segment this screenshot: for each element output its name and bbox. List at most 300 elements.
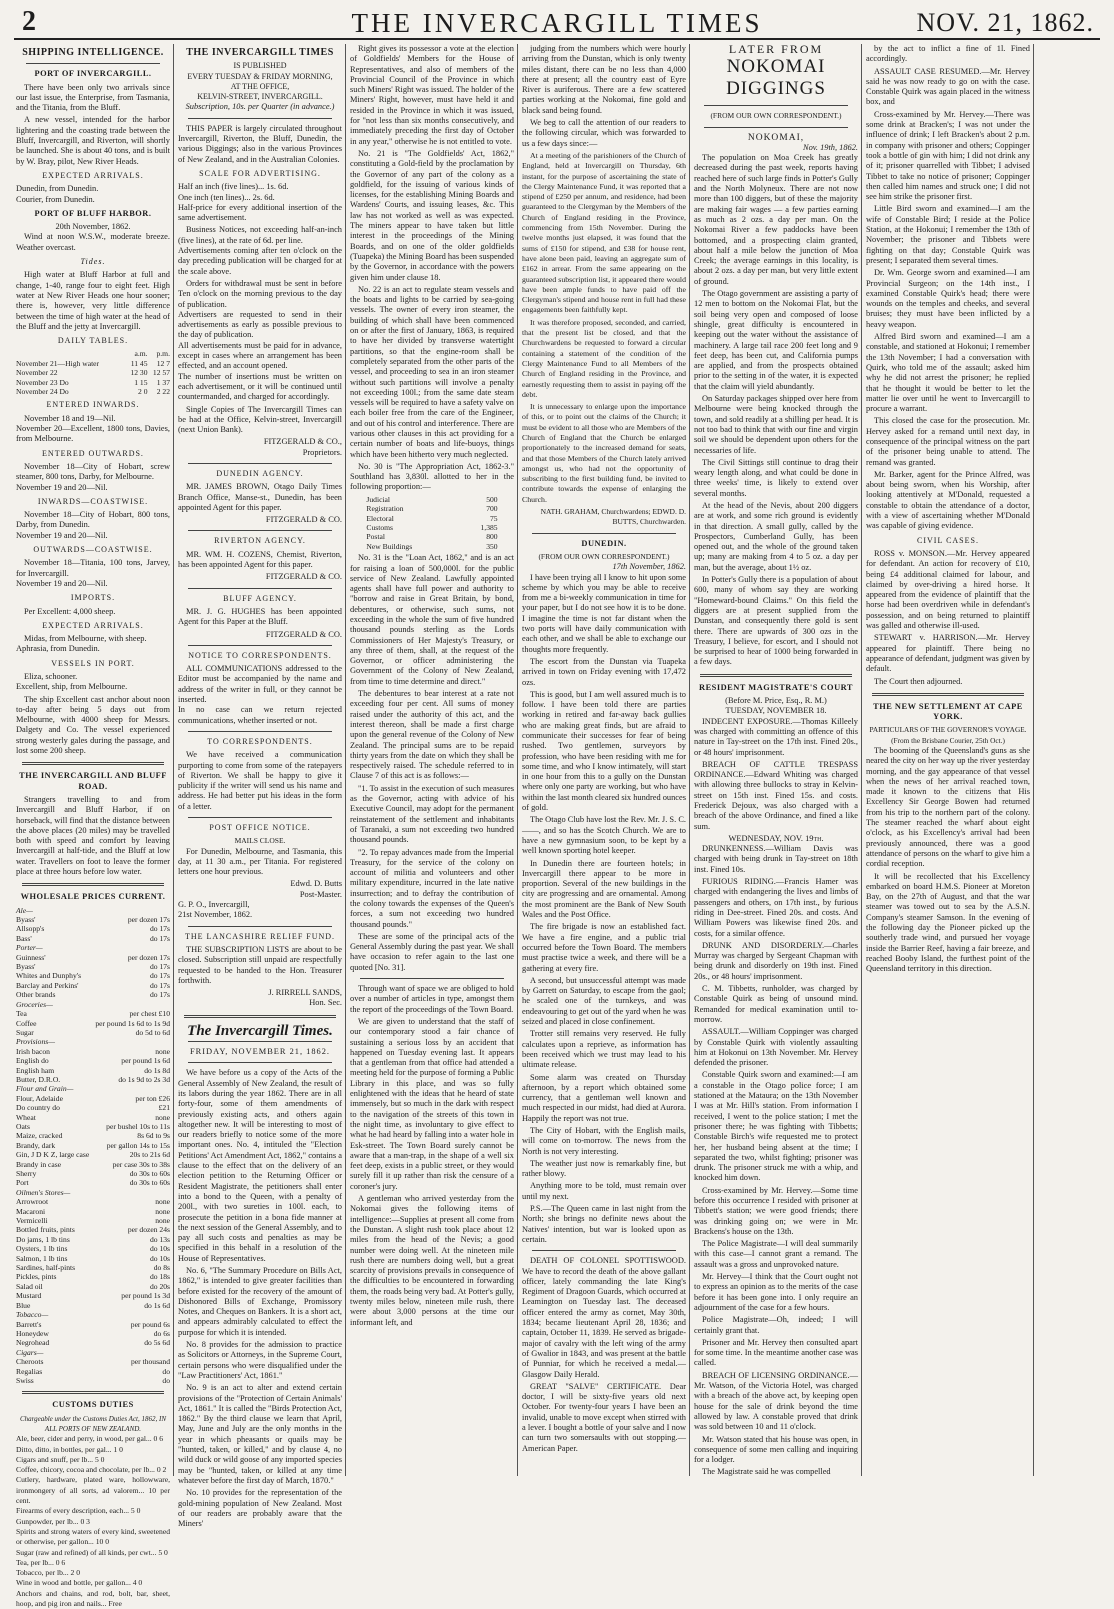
price-row xyxy=(16,943,170,952)
price-value: 8s 6d to 9s xyxy=(137,1131,170,1141)
customs-subtitle: Chargeable under the Customs Duties Act, 1862, IN ALL PORTS OF NEW ZEALAND. xyxy=(19,1414,167,1433)
paragraph: STEWART v. HARRISON.—Mr. Hervey appeared for plaintiff. There being no appearance of defendant, judgment was given by default. xyxy=(866,633,1030,674)
subsection-title: CUSTOMS DUTIES xyxy=(52,1400,134,1410)
price-item: Coffee xyxy=(16,1018,37,1028)
paragraph: The Civil Sittings still continue to drag their weary length along, and what could be done in three weeks' time, is likely to extend over several months. xyxy=(694,457,858,498)
subsection-title: IMPORTS. xyxy=(70,593,116,603)
price-row xyxy=(16,1188,170,1197)
paragraph: Dear doctor, I will be sixty-five years old next October. For twenty-four years I have been an invalid, unable to move except when stirred with a lever. I bought a bottle of your salve and I now can turn two somersaults with out stopping.—American Paper. xyxy=(522,1381,686,1453)
price-row xyxy=(16,1103,170,1112)
paragraph: The Court then adjourned. xyxy=(874,676,963,686)
table-row: November 22 12 30 12 57 xyxy=(16,368,170,378)
subsection-title: EXPECTED ARRIVALS. xyxy=(42,170,144,180)
price-item: Swiss xyxy=(16,1375,34,1385)
price-item: Maize, cracked xyxy=(16,1131,63,1141)
price-row xyxy=(16,1263,170,1272)
subsection-title: ENTERED OUTWARDS. xyxy=(42,448,144,458)
paragraph: Mr. Watson stated that his house was open, in consequence of some men calling and inquiring for a lodger. xyxy=(694,1434,858,1465)
price-row xyxy=(16,1122,170,1131)
paragraph: "1. To assist in the execution of such measures as the Governor, acting with advice of his Executive Council, may adopt for the permanent reinstatement of the settlement and inhabitants of Taranaki, a sum not exceeding two hundred thousand pounds. xyxy=(350,783,514,845)
paragraph: A gentleman who arrived yesterday from the Nokomai gives the following items of intelligence:—Supplies at present all come from the Dunstan. A slight rush took place about 12 miles from the head of the Nevis; a good number were doing well. At the nineteen mile rush there are numbers doing well, but a great scarcity of provisions prevails in consequence of the difficulties to be encountered in forwarding them, the roads being very bad. At Potter's gully, twenty miles below, nineteen mile rush, there were about 3,000 persons at the time our informant left, and xyxy=(350,1194,514,1327)
price-row xyxy=(16,1329,170,1338)
price-row xyxy=(16,1009,170,1018)
price-row xyxy=(16,1235,170,1244)
paragraph: The debentures to bear interest at a rate not exceeding four per cent. All sums of money raised under the authority of this act, and the interest thereon, shall be made a first charge upon the general revenue of the Colony of New Zealand. The principal sums are to be repaid thirty years from the date on which they shall be respectively raised. The schedule referred to in Clause 7 of this act is as follows:— xyxy=(350,689,514,781)
price-row xyxy=(16,1169,170,1178)
paragraph: The population on Moa Creek has greatly decreased during the past week, reports having reached here of such large finds in Potter's Gully and the North Molyneux. There are not now more than 100 diggers, but of these the majority are making fair wages — a few parties earning as much as 2 ozs. a day per man. On the Nokomai River a few paddocks have been bottomed, and a prospecting claim granted, about half a mile below the junction of Moa Creek; the average earnings in this locality, is about 2 ozs. a day per man, but very little extent of ground. xyxy=(694,153,858,286)
price-value: per dozen 17s xyxy=(127,915,170,925)
price-row xyxy=(16,934,170,943)
column-4 xyxy=(522,44,686,1476)
subsection-title: THE NEW SETTLEMENT AT CAPE YORK. xyxy=(873,701,1023,722)
paragraph: At a meeting of the parishioners of the Church of England, held at Invercargill on Thursday, 6th instant, for the purpose of ascertaining the state of the Clergy Maintenance Fund, it was reported that a stipend of £250 per annum, and residence, had been guaranteed to the Clergyman by the Members of the Church of England residing in the Province, commencing from 15th November. During the twelve months just elapsed, it was found that the sums of £150 for stipend, and £38 for house rent, have alone been paid, leaving an aggregate sum of £162 in arrear. From the same appearing on the guaranteed subscription list, it appeared there would have been ample funds to have paid off the Clergyman's stipend and house rent in full had these engagements been faithfully kept. xyxy=(522,150,686,315)
price-row xyxy=(16,1047,170,1056)
price-item: Cheroots xyxy=(16,1357,44,1367)
price-value xyxy=(92,943,170,952)
subsection-title: CIVIL CASES. xyxy=(917,535,979,545)
price-item: Arrowroot xyxy=(16,1197,49,1207)
paragraph: Eliza, schooner. Excellent, ship, from Melbourne. xyxy=(16,671,128,692)
paragraph: Anything more to be told, must remain over until my next. xyxy=(522,1181,686,1201)
price-value: do 8s xyxy=(153,1263,170,1273)
table-row: November 24 Do 2 0 2 22 xyxy=(16,387,170,397)
price-item: Butter, D.R.O. xyxy=(16,1074,61,1084)
column-3 xyxy=(350,44,514,1476)
price-value: do 1s 6d xyxy=(144,1300,170,1310)
editorial-masthead: The Invercargill Times. xyxy=(187,1022,333,1039)
price-value: do 30s to 60s xyxy=(129,1178,170,1188)
subsection-title: POST OFFICE NOTICE. xyxy=(209,823,311,832)
column-rule xyxy=(517,44,518,1476)
paragraph: We have to record the death of the above gallant officer, lately commanding the late King's Regiment of Dragoon Guards, which occurred at Leamington on Tuesday last. The deceased officer entered the army as cornet, May 30th, 1834; became lieutenant April 28, 1836; and captain, October 11, 1839. He served as brigade-major of cavalry with the left wing of the army of Gwalior in 1843, and was present at the battle of Punniar, for which he received a medal.—Glasgow Daily Herald. xyxy=(522,1266,686,1379)
price-item: Do country do xyxy=(16,1103,60,1113)
subscription-price: Subscription, 10s. per Quarter (in advance.) xyxy=(185,102,335,112)
price-row xyxy=(16,1282,170,1291)
paragraph: Little Bird sworn and examined—I am the wife of Constable Bird; I reside at the Police Station, at the Hokonui; I remember the 13th of November; the prisoner and Tibbets were fighting on that day; Constable Quirk was present; I separated them several times. xyxy=(866,204,1030,265)
price-row xyxy=(16,1019,170,1028)
date-line: 17th November, 1862. xyxy=(612,562,686,572)
price-value xyxy=(92,906,170,915)
paragraph: ROSS v. MONSON.—Mr. Hervey appeared for defendant. An action for recovery of £10, being £4 additional claimed for labour, and claimed by over-driving a hired horse. It appeared from the evidence of plaintiff that the horse had been overdriven while in defendant's possession, and on being returned to plaintiff was galled and otherwise ill-used. xyxy=(866,548,1030,631)
price-item: Guinness' xyxy=(16,952,46,962)
paragraph: The City of Hobart, with the English mails, will come on to-morrow. The news from the North is not very interesting. xyxy=(522,1125,686,1156)
signature: NATH. GRAHAM, Churchwardens; EDWD. D. BUTTS, Churchwarden. xyxy=(540,507,686,527)
price-item: Sherry xyxy=(16,1169,37,1178)
paragraph: ALL COMMUNICATIONS addressed to the Editor must be accompanied by the name and address of the writer in full, or they cannot be inserted. In no case can we return rejected communications, whether inserted or not. xyxy=(178,664,342,725)
price-item: Sardines, half-pints xyxy=(16,1263,76,1273)
date-line: TUESDAY, NOVEMBER 18. xyxy=(725,706,827,716)
price-item: Salmon, 1 lb tins xyxy=(16,1253,68,1263)
price-value: do 5s 6d xyxy=(144,1338,170,1348)
paragraph: "2. To repay advances made from the Imperial Treasury, for the service of the colony on account of militia and volunteers and other military expenditure, incurred in the late native insurrection; and to defray the contribution of the colony towards the expenses of the Queen's forces, a sum not exceeding two hundred thousand pounds." xyxy=(350,847,514,929)
column-2 xyxy=(178,44,342,1529)
price-value: do 20s xyxy=(149,1281,170,1291)
paragraph: The Otago government are assisting a party of 12 men to bottom on the Nokomai Flat, but the soil being very open and composed of loose shingle, great difficulty is encountered in keeping out the water without the assistance of machinery. A large tail race 200 feet long and 9 feet deep, has been cut, and California pumps are applied, and from the prospects obtained prior to the setting in of the water, it is expected that the claim will yield abundantly. xyxy=(694,289,858,391)
price-value: per pound 1s 3d xyxy=(121,1291,170,1301)
price-value: do 5d to 6d xyxy=(135,1027,170,1037)
price-item: Tea xyxy=(16,1009,27,1019)
date-line: 20th November, 1862. xyxy=(55,222,131,232)
price-row xyxy=(16,1150,170,1159)
price-row xyxy=(16,1000,170,1009)
paragraph: No. 21 is "The Goldfields' Act, 1862," constituting a Gold-field by the proclamation by the Governor of any part of the colony as a goldfield, for the issuing of various kinds of licenses, for the establishing Mining Boards and Wardens' Courts, and issuing leases, &c. This law has not worked as well as was expected. The miners appear to have taken but little interest in the proceedings of the Mining Boards, and on one of the older goldfields (Tuapeka) the Mining Board has been suspended by the Governor, in accordance with the powers given him under clause 18. xyxy=(350,148,514,282)
price-item: Honeydew xyxy=(16,1328,49,1338)
tide-table: a.m. p.m. November 21—High water 11 45 12 7 November 22 12 30 12 57 November 23 Do 1 15 1 37 November 24 Do 2 0 2 22 xyxy=(16,349,170,397)
article-headline: NOKOMAI DIGGINGS xyxy=(726,56,826,100)
price-item: Brandy, dark xyxy=(16,1140,56,1150)
price-value: do 17s xyxy=(149,980,170,990)
subsection-title: DUNEDIN AGENCY. xyxy=(216,468,304,478)
table-row: Electoral 75 xyxy=(366,513,498,523)
price-value: do 17s xyxy=(149,971,170,981)
paragraph: Trotter still remains very reserved. He fully calculates upon a reprieve, as information has been received which we trust may lead to his ultimate release. xyxy=(522,1029,686,1070)
price-value: none xyxy=(155,1046,170,1056)
paragraph: November 18—City of Hobart, screw steamer, 800 tons, Darby, for Melbourne. November 19 and 20—Nil. xyxy=(16,461,170,492)
post-subtitle: MAILS CLOSE. xyxy=(234,836,286,846)
price-row xyxy=(16,915,170,924)
price-row xyxy=(16,1207,170,1216)
table-row: New Buildings 350 xyxy=(366,541,498,551)
price-item: Groceries— xyxy=(16,999,53,1009)
price-item: Port xyxy=(16,1178,29,1188)
price-item: Oysters, 1 lb tins xyxy=(16,1244,68,1254)
masthead: THE INVERCARGILL TIMES xyxy=(351,8,763,38)
column-rule xyxy=(345,44,346,1476)
price-row xyxy=(16,1376,170,1385)
price-item: Byass' xyxy=(16,915,36,925)
table-row: Customs 1,385 xyxy=(366,522,498,532)
page-number: 2 xyxy=(22,6,36,37)
paragraph: Right gives its possessor a vote at the election of Goldfields' Members for the House of Representatives, and also of members of the Provincial Council of the Province in which such Miners' Right was issued. The holder of the Miners' Right, however, must have held it and resided in the Province in which it was issued, for "not less than six months consecutively, and immediately preceding the first day of October in any year," otherwise he is not entitled to vote. xyxy=(350,44,514,146)
paragraph: No. 31 is the "Loan Act, 1862," and is an act for raising a loan of 500,000l. for the public service of New Zealand. Lawfully appointed agents shall have full power and authority to "borrow and raise in Great Britain, by bond, debentures, or otherwise, such sums, not exceeding in the whole the sum of five hundred thousand pounds sterling as the Lords Commissioners of Her Majesty's Treasury, or any three of them, shall, at the request of the Governor, or officer administering the Government of the Colony of New Zealand, from time to time determine and direct." xyxy=(350,553,514,686)
subsection-title: RIVERTON AGENCY. xyxy=(214,536,306,546)
column-7-cropped xyxy=(1038,44,1110,1476)
price-row xyxy=(16,1348,170,1357)
signature: FITZGERALD & CO., Proprietors. xyxy=(263,437,342,457)
price-row xyxy=(16,1113,170,1122)
paragraph: It is unnecessary to enlarge upon the importance of this, or to point out the claims of the Church; it must be evident to all those who are Members of the Church of England that the Church be enlarged proportionately to the increased demand for seats, and that those Members of the Church lately arrived amongst us, who had not the opportunity of subscribing to the first building fund, be invited to contribute towards the expense of enlarging the Church. xyxy=(522,402,686,504)
paragraph: P.S.—The Queen came in last night from the North; she brings no definite news about the Natives' intention, but war is looked upon as certain. xyxy=(522,1204,686,1244)
price-item: Bass' xyxy=(16,933,32,943)
paragraph: INDECENT EXPOSURE.—Thomas Killeely was charged with committing an offence of this nature in Tay-street on the 17th inst. Fined 20s., or 48 hours' imprisonment. xyxy=(694,716,858,757)
price-row xyxy=(16,990,170,999)
subsection-title: VESSELS IN PORT. xyxy=(51,658,135,668)
paragraph: Through want of space we are obliged to hold over a number of articles in type, amongst them the report of the proceedings of the Town Board. xyxy=(350,984,514,1014)
price-item: Barrett's xyxy=(16,1319,42,1329)
price-value: do 1s 9d to 2s 3d xyxy=(118,1074,170,1084)
paragraph: A second, but unsuccessful attempt was made by Garrett on Saturday, to escape from the gaol; he scaled one of the turnkeys, and was endeavouring to get out of the yard when he was seized and placed in close confinement. xyxy=(522,975,686,1027)
price-row xyxy=(16,1075,170,1084)
column-6 xyxy=(866,44,1030,1476)
price-item: Sugar xyxy=(16,1027,34,1037)
paragraph: by the act to inflict a fine of 1l. Fined accordingly. xyxy=(866,44,1030,64)
publisher-title: THE INVERCARGILL TIMES xyxy=(186,47,334,58)
subsection-subtitle: (Before M. Price, Esq., R. M.) xyxy=(725,696,827,706)
price-row xyxy=(16,981,170,990)
table-row: Registration 700 xyxy=(366,504,498,514)
paragraph: The booming of the Queensland's guns as she neared the city on her way up the river yesterday morning, and the gay appearance of that vessel when the news of her arrival reached town, made it known to the citizens that His Excellency Sir George Bowen had returned from his trip to the northern part of the colony. The steamer reached the wharf about eight o'clock, as his Excellency's arrival had been previously announced, there was a good attendance of persons on the wharf to give him a cordial reception. xyxy=(866,746,1030,869)
price-item: English do xyxy=(16,1056,49,1066)
paragraph: Police Magistrate—Oh, indeed; I will certainly grant that. xyxy=(694,1315,858,1335)
paragraph: Single Copies of The Invercargill Times can be had at the Office, Kelvin-street, Invercargill (next Union Bank). xyxy=(178,404,342,435)
price-value: per chest £10 xyxy=(129,1009,170,1019)
price-item: Regalias xyxy=(16,1366,43,1376)
price-item: Blue xyxy=(16,1300,31,1310)
subsection-title: INWARDS—COASTWISE. xyxy=(37,496,149,506)
price-item: Mustard xyxy=(16,1291,42,1301)
paragraph: The escort from the Dunstan via Tuapeka arrived in town on Friday evening with 17,472 ozs. xyxy=(522,656,686,687)
price-row xyxy=(16,1197,170,1206)
price-row xyxy=(16,1254,170,1263)
paragraph: The weather just now is remarkably fine, but rather blowy. xyxy=(522,1158,686,1179)
subsection-title: THE LANCASHIRE RELIEF FUND. xyxy=(184,931,336,941)
subsection-subtitle: PARTICULARS OF THE GOVERNOR'S VOYAGE. (From the Brisbane Courier, 25th Oct.) xyxy=(869,725,1027,745)
price-item: Negrohead xyxy=(16,1338,50,1348)
paragraph: These are some of the principal acts of the General Assembly during the past year. We shall have occasion to refer again to the last one quoted [No. 31]. xyxy=(350,931,514,972)
subsection-title: RESIDENT MAGISTRATE'S COURT xyxy=(699,682,853,692)
price-value: none xyxy=(155,1197,170,1207)
article-title: DEATH OF COLONEL SPOTTISWOOD. xyxy=(530,1256,686,1266)
paragraph: ASSAULT.—William Coppinger was charged by Constable Quirk with violently assaulting him at Hokonui on 13th November. Mr. Hervey defended the prisoner. xyxy=(694,1027,858,1068)
price-item: Other brands xyxy=(16,990,56,1000)
price-value: do 30s to 60s xyxy=(129,1169,170,1178)
subsection-title: WHOLESALE PRICES CURRENT. xyxy=(20,892,166,902)
price-row xyxy=(16,1028,170,1037)
price-item: Whites and Dunphy's xyxy=(16,971,82,981)
price-row xyxy=(16,1367,170,1376)
paragraph: BREACH OF CATTLE TRESPASS ORDINANCE.—Edward Whiting was charged with allowing three bullocks to stray in Kelvin-street on 15th inst. Fined 15s. and costs. Frederick Dejoux, was also charged with a breach of the above Ordinance, and fined a like sum. xyxy=(694,759,858,831)
price-value: £21 xyxy=(158,1103,170,1113)
paragraph: It was therefore proposed, seconded, and carried, that the present list be closed, and that the Churchwardens be requested to forward a circular containing a statement of the condition of the Clergy Maintenance Fund to all Members of the Church of England residing in the Province, and earnestly requesting them to assist in paying off the debt. xyxy=(522,317,686,399)
price-item: Irish bacon xyxy=(16,1046,50,1056)
paragraph: THIS PAPER is largely circulated throughout Invercargill, Riverton, the Bluff, Dunedin, the various Diggings; also in the various Provinces of New Zealand, and in the Australian Colonies. xyxy=(178,123,342,164)
price-value: 20s to 21s 6d xyxy=(129,1150,170,1160)
subsection-title: BLUFF AGENCY. xyxy=(223,593,297,603)
price-row xyxy=(16,953,170,962)
paragraph: November 18—Titania, 100 tons, Jarvey, for Invercargill. November 19 and 20—Nil. xyxy=(16,558,170,588)
paragraph: Some alarm was created on Thursday afternoon, by a report which obtained some currency, that a gentleman well known and much respected in our midst, had died at Aurora. Happily the report was not true. xyxy=(522,1072,686,1123)
paragraph: High water at Bluff Harbor at full and change, 1-40, range four to eight feet. High water at New River Heads one hour sooner; there is, however, very little difference between the time of high water at the head of the Bluff and the jetty at Invercargill. xyxy=(16,270,170,331)
paragraph: We have received a communication purporting to come from some of the ratepayers of Riverton. We shall be happy to give it publicity if the writer will send us his name and address. He had better put his ideas in the form of a letter. xyxy=(178,750,342,811)
publisher-info: IS PUBLISHED EVERY TUESDAY & FRIDAY MORNING, AT THE OFFICE, KELVIN-STREET, INVERCARGILL. xyxy=(187,61,333,102)
price-row xyxy=(16,1225,170,1234)
paragraph: The Magistrate said he was compelled xyxy=(702,1467,831,1477)
price-value: do 10s xyxy=(149,1253,170,1263)
section-title: SHIPPING INTELLIGENCE. xyxy=(22,47,164,58)
price-item: Flour and Grain— xyxy=(16,1084,74,1094)
price-value: do 6s xyxy=(153,1328,170,1338)
column-1 xyxy=(16,44,170,1608)
price-value: do 17s xyxy=(149,990,170,1000)
paragraph: C. M. Tibbetts, runholder, was charged by Constable Quirk as being of unsound mind. Remanded for medical examination until to-morrow. xyxy=(694,984,858,1024)
date-line: Nov. 19th, 1862. xyxy=(803,142,858,152)
subsection-title: TO CORRESPONDENTS. xyxy=(207,736,313,746)
paragraph: THE SUBSCRIPTION LISTS are about to be closed. Subscription still unpaid are respectfully requested to be handed to the Hon. Treasurer forthwith. xyxy=(178,944,342,985)
paragraph: On Saturday packages shipped over here from Melbourne were being knocked through the town, and sold readily at a shilling per head. It is not too bad to think that with our fine and virgin soil we should be dependent upon others for the necessaries of life. xyxy=(694,394,858,455)
paragraph: Cross-examined by Mr. Hervey.—There was some drink at Bracken's; I was not under the influence of drink; I left Bracken's about 2 p.m. in company with prisoner and others; Coppinger took a bottle of gin with him; I did not drink any of it; prisoner quarrelled with Tibbet; I advised Tibbet to take no notice of prisoner; Coppinger then called him names and struck one; I did not see him strike the prisoner first. xyxy=(866,109,1030,202)
price-row xyxy=(16,962,170,971)
paragraph: Ale, beer, cider and perry, in wood, per gal... 0 6 Ditto, ditto, in bottles, per gal... 1 0 Cigars and snuff, per lb... 5 0 Coffee, chicory, cocoa and chocolate, per lb... 0 2 Cutlery, hardware, plated ware, hollowware, ironmongery of all sorts, ad valorem... 10 per cent. Firearms of every description, each... 5 0 Gunpowder, per lb... 0 3 Spirits and strong waters of every kind, sweetened or otherwise, per gallon... 10 0 Sugar (raw and refined) of all kinds, per cwt... 5 0 Tea, per lb... 0 6 Tobacco, per lb... 2 0 Wine in wood and bottle, per gallon... 4 0 Anchors and chains, and rod, bolt, bar, sheet, hoop, and pig iron and nails... Free xyxy=(16,1434,170,1608)
paragraph: Orders for withdrawal must be sent in before Ten o'clock on the morning previous to the day of publication. Advertisers are requested to send in their advertisements as early as possible previous to the day of publication. All advertisements must be paid for in advance, except in cases where an arrangement has been effected, and an account opened. The number of insertions must be written on each advertisement, or it will be continued until countermanded, and charged for accordingly. xyxy=(178,278,342,402)
paragraph: FURIOUS RIDING.—Francis Hamer was charged with endangering the lives and limbs of passengers and others, on 17th inst., by furious riding in Dee-street. Fined 20s. and costs. And William Powers was likewise fined 20s. and costs, for a similar offence. xyxy=(694,877,858,938)
paragraph: In Potter's Gully there is a population of about 600, many of whom say they are working "Homeward-bound Claims." On this field the diggers are at present supplied from the Dunstan, and consequently there gold is sent there. There are upwards of 300 ozs in the Treasury, I believe, for escort, and I should not be surprised to hear of 1000 being forwarded in a few days. xyxy=(694,575,858,667)
price-value: per case 30s to 38s xyxy=(112,1159,170,1169)
price-value: per thousand xyxy=(130,1357,170,1367)
price-value: none xyxy=(155,1112,170,1122)
subsection-title: EXPECTED ARRIVALS. xyxy=(42,620,144,630)
price-row xyxy=(16,1131,170,1140)
price-item: Tobacco— xyxy=(16,1310,49,1320)
price-item: Gin, J D K Z, large case xyxy=(16,1150,90,1160)
price-item: English ham xyxy=(16,1065,55,1075)
price-value: do 17s xyxy=(149,962,170,972)
column-rule xyxy=(173,44,174,1476)
price-row xyxy=(16,971,170,980)
price-value xyxy=(92,1348,170,1357)
editorial-date: FRIDAY, NOVEMBER 21, 1862. xyxy=(189,1047,330,1057)
table-row: November 23 Do 1 15 1 37 xyxy=(16,377,170,387)
appropriation-table xyxy=(366,495,497,551)
paragraph: This closed the case for the prosecution. Mr. Hervey asked for a remand until next day, in consequence of the principal witness on the part of the prisoner being unable to attend. The remand was granted. xyxy=(866,416,1030,467)
paragraph: ASSAULT CASE RESUMED.—Mr. Hervey said he was now ready to go on with the case. Constable Quirk was again placed in the witness box, and xyxy=(866,66,1030,107)
price-item: Porter— xyxy=(16,943,43,953)
price-value xyxy=(92,1188,170,1197)
subsection-title: NOTICE TO CORRESPONDENTS. xyxy=(188,650,332,660)
signature: FITZGERALD & CO. xyxy=(265,629,342,639)
price-row xyxy=(16,1178,170,1187)
price-value: none xyxy=(155,1216,170,1226)
paragraph: A new vessel, intended for the harbor lightering and the coasting trade between the Bluff, Invercargill, and Riverton, will shortly be launched. She is about 40 tons, and is built by W. Bray, pilot, New River Heads. xyxy=(16,115,170,166)
price-item: Oats xyxy=(16,1121,30,1131)
table-row: November 21—High water 11 45 12 7 xyxy=(16,358,170,368)
price-item: Cigars— xyxy=(16,1347,44,1357)
paragraph: Mr. Barker, agent for the Prince Alfred, was about being sworn, when his Worship, after looking attentively at M'Donald, requested a constable to obtain the attendance of a doctor, with a view of ascertaining whether M'Donald was capable of giving evidence. xyxy=(866,469,1030,531)
price-row xyxy=(16,1338,170,1347)
price-value: per bushel 10s to 11s xyxy=(106,1121,170,1131)
paragraph: No. 30 is "The Appropriation Act, 1862-3." Southland has 3,830l. allotted to her in the following proportion:— xyxy=(350,461,514,492)
subsection-subtitle: (FROM OUR OWN CORRESPONDENT.) xyxy=(538,551,670,561)
table-row: Judicial 500 xyxy=(366,494,498,504)
paragraph: judging from the numbers which were hourly arriving from the Dunstan, which is only twenty miles distant, there can be no less than 4,000 there at present; all the country east of Eyre River is auriferous. There are a few scattered parties working at the Nokomai, fine gold and black sand being found. xyxy=(522,44,686,115)
price-value: per pound 1s 6d to 1s 9d xyxy=(95,1018,170,1028)
price-item: Salad oil xyxy=(16,1281,43,1291)
subsection-title: THE INVERCARGILL AND BLUFF ROAD. xyxy=(19,771,167,791)
price-value: none xyxy=(155,1206,170,1216)
paragraph: Midas, from Melbourne, with sheep. Aphrasia, from Dunedin. xyxy=(16,634,147,654)
paragraph: In Dunedin there are fourteen hotels; in Invercargill there appear to be more in proportion. Several of the new buildings in the city are progressing and are ornamental. Among the most prominent are the Bank of New South Wales and the Post Office. xyxy=(522,858,686,920)
signature: Edwd. D. Butts Post-Master. xyxy=(290,879,342,899)
price-value xyxy=(92,1000,170,1009)
price-row xyxy=(16,1160,170,1169)
signature: J. RIRRELL SANDS, Hon. Sec. xyxy=(268,988,342,1008)
price-row xyxy=(16,1037,170,1046)
paragraph: No. 10 provides for the representation of the gold-mining population of New Zealand. Most of our readers are probably aware that the Miners' xyxy=(178,1488,342,1529)
subsection-title: PORT OF BLUFF HARBOR. xyxy=(34,208,152,218)
paragraph: For Dunedin, Melbourne, and Tasmania, this day, at 11 30 a.m., per Titania. For registered letters one hour previous. xyxy=(178,846,342,877)
price-row xyxy=(16,1066,170,1075)
paragraph: Per Excellent: 4,000 sheep. xyxy=(24,606,116,616)
price-value: per ton £26 xyxy=(135,1093,170,1103)
paragraph: Mr. Hervey—I think that the Court ought not to express an opinion as to the merits of the case before it has been gone into. I only require an adjournment of the case for a few hours. xyxy=(694,1272,858,1312)
price-value: do 10s xyxy=(149,1244,170,1254)
subsection-title: PORT OF INVERCARGILL. xyxy=(34,69,152,79)
paragraph: No. 8 provides for the admission to practice as Solicitors or Attorneys, in the Supreme Court, certain persons who were disqualified under the "Law Practitioners' Act, 1861." xyxy=(178,1340,342,1380)
paragraph: No. 22 is an act to regulate steam vessels and the boats and lights to be carried by sea-going vessels. The owner of every iron steamer, the building of which shall have been commenced on or after the first of January, 1863, is required to have her divided by transverse watertight partitions, so that the engine-room shall be completely separated from the other parts of the vessel, and proceeding to sea in an iron steamer without such partitions will involve a penalty not exceeding 100l.; from the same date steam vessels will be required to have a safety valve on each boiler free from the care of the Engineer, and out of his control and interference. There are various other clauses in this act providing for a certain number of boats and life-buoys, things which have been hitherto very much neglected. xyxy=(350,284,514,459)
paragraph: No. 9 is an act to alter and extend certain provisions of the "Protection of Certain Animals' Act, 1861." It is called the "Birds Protection Act, 1862." By the third clause we learn that April, May, June and July are the only months in the year in which pheasants or quails may be "hunted, taken, or killed," and by clause 4, no wild duck or wild goose of any imported species may be "hunted, taken, or killed at any time whatever before the first day of March, 1870." xyxy=(178,1383,342,1485)
subsection-subtitle: (FROM OUR OWN CORRESPONDENT.) xyxy=(710,111,842,121)
paragraph: Half an inch (five lines)... 1s. 6d. One inch (ten lines)... 2s. 6d. Half-price for every additional insertion of the same advertisement. xyxy=(178,182,342,223)
subsection-title: SCALE FOR ADVERTISING. xyxy=(199,168,321,178)
price-row xyxy=(16,1244,170,1253)
price-row xyxy=(16,924,170,933)
price-value xyxy=(92,1084,170,1093)
price-item: Byass' xyxy=(16,962,36,972)
paragraph: November 18—City of Hobart, 800 tons, Darby, from Dunedin. November 19 and 20—Nil. xyxy=(16,510,170,540)
paragraph: November 18 and 19—Nil. November 20—Excellent, 1800 tons, Davies, from Melbourne. xyxy=(16,413,170,444)
price-value: per gallon 14s to 15s xyxy=(106,1140,170,1150)
subsection-title: DUNEDIN. xyxy=(581,538,627,548)
price-value: do 1s 8d xyxy=(144,1065,170,1075)
price-value: do 13s xyxy=(149,1234,170,1244)
paragraph: This is good, but I am well assured much is to follow. I have been told there are parties working in retired and far-away back gullies who are making great finds, but are afraid to communicate their successes for fear of being rushed. Two gentlemen, surveyors by profession, who have been residing with me for some time, and who I know intimately, will start in one hour from this to a gully on the Dunstan where only one party are working, but who have within the last month cleared six hundred ounces of gold. xyxy=(522,689,686,813)
price-item: Wheat xyxy=(16,1112,36,1122)
paragraph: Constable Quirk sworn and examined:—I am a constable in the Otago police force; I am stationed at the Mataura; on the 13th November I was at Mr. Hill's station. From information I received, I went to the police station; I met the prisoner there; he was fighting with Tibbetts; Constable Birch's wife requested me to protect her, her husband being absent at the time; I separated the two, whilst fighting; prisoner was drunk. The prisoner struck me with a whip, and knocked him down. xyxy=(694,1070,858,1183)
paragraph: Alfred Bird sworn and examined—I am a constable, and stationed at Hokonui; I remember the 13th November; I had a conversation with Quirk, who told me of the assault; asked him why he did not arrest the prisoner; he replied that he thought it would be better to let the matter lie over until he went to Invercargill to procure a warrant. xyxy=(866,332,1030,414)
paragraph: BREACH OF LICENSING ORDINANCE.—Mr. Watson, of the Victoria Hotel, was charged with a breach of the above act, by keeping open house for the sale of drink beyond the time allowed by law. A constable proved that drink was sold between 10 and 11 o'clock. xyxy=(694,1370,858,1432)
date-line: WEDNESDAY, NOV. 19th. xyxy=(728,833,824,843)
price-item: Oilmen's Stores— xyxy=(16,1187,71,1197)
paragraph: The Police Magistrate—I will deal summarily with this case—I cannot grant a remand. The assault was a gross and unprovoked nature. xyxy=(694,1239,858,1269)
price-row xyxy=(16,1141,170,1150)
signature: FITZGERALD & CO. xyxy=(265,572,342,582)
paragraph: DRUNK AND DISORDERLY.—Charles Murray was charged by Sergeant Chapman with being drunk and disorderly on 19th inst. Fined 20s., or 48 hours' imprisonment. xyxy=(694,940,858,981)
price-value: do 17s xyxy=(149,924,170,934)
price-item: Do jams, 1 lb tins xyxy=(16,1234,70,1244)
paragraph: There have been only two arrivals since our last issue, the Enterprise, from Tasmania, and the Titania, from the Bluff. xyxy=(16,82,170,113)
price-value: per dozen 17s xyxy=(127,952,170,962)
paragraph: MR. JAMES BROWN, Otago Daily Times Branch Office, Manse-st., Dunedin, has been appointed Agent for this paper. xyxy=(178,482,342,512)
table-row: Postal 800 xyxy=(366,532,498,542)
column-5 xyxy=(694,44,858,1476)
price-row xyxy=(16,1291,170,1300)
price-value: do 17s xyxy=(149,933,170,943)
price-row xyxy=(16,1357,170,1366)
paragraph: Dr. Wm. George sworn and examined—I am Provincial Surgeon; on the 14th inst., I examined Constable Quirk's head; there were wounds on the temples and cheeks, and several bruises; they must have been inflicted by a heavy weapon. xyxy=(866,268,1030,329)
price-value: per pound 1s 6d xyxy=(121,1056,170,1066)
date-line: G. P. O., Invercargill, 21st November, 1862. xyxy=(178,900,253,920)
price-value: per pound 6s xyxy=(130,1319,170,1329)
paragraph: Business Notices, not exceeding half-an-inch (five lines), at the rate of 6d. per line. Advertisements coming after ten o'clock on the day preceding publication will be charged for at the scale above. xyxy=(178,225,342,276)
subsection-title: ENTERED INWARDS. xyxy=(46,400,140,410)
price-value xyxy=(92,1310,170,1319)
paragraph: DRUNKENNESS.—William Davis was charged with being drunk in Tay-street on 18th inst. Fined 10s. xyxy=(694,844,858,874)
subsection-title: OUTWARDS—COASTWISE. xyxy=(33,545,153,555)
issue-date: NOV. 21, 1862. xyxy=(916,8,1094,37)
paragraph: I have been trying all I know to hit upon some scheme by which you may be able to receive from me a bi-weekly communication in time for your paper, but I do not see how it is to be done. I imagine the time is not far distant when the two ports will have daily communication with each other, and we shall be able to exchange our thoughts more frequently. xyxy=(522,572,686,654)
price-value: do 18s xyxy=(149,1272,170,1282)
paragraph: Wind at noon W.S.W., moderate breeze. Weather overcast. xyxy=(16,232,170,252)
price-row xyxy=(16,1094,170,1103)
paragraph: MR. WM. H. COZENS, Chemist, Riverton, has been appointed Agent for this paper. xyxy=(178,549,342,570)
paragraph: At the head of the Nevis, about 200 diggers are at work, and some rich ground is evidently in that direction. A small gully, called by the Prospectors, Cumberland Gully, has been opened out, and the whole of the ground taken up; many are making from 4 to 5 oz. a day per man, but the average, about 1½ oz. xyxy=(694,500,858,572)
article-title: GREAT "SALVE" CERTIFICATE. xyxy=(530,1381,662,1391)
price-row xyxy=(16,906,170,915)
page-header xyxy=(14,4,1100,40)
price-item: Provisions— xyxy=(16,1037,55,1047)
paragraph: Dunedin, from Dunedin. Courier, from Dunedin. xyxy=(16,184,99,204)
subsection-title: Tides. xyxy=(80,257,106,267)
price-item: Vermicelli xyxy=(16,1216,48,1226)
